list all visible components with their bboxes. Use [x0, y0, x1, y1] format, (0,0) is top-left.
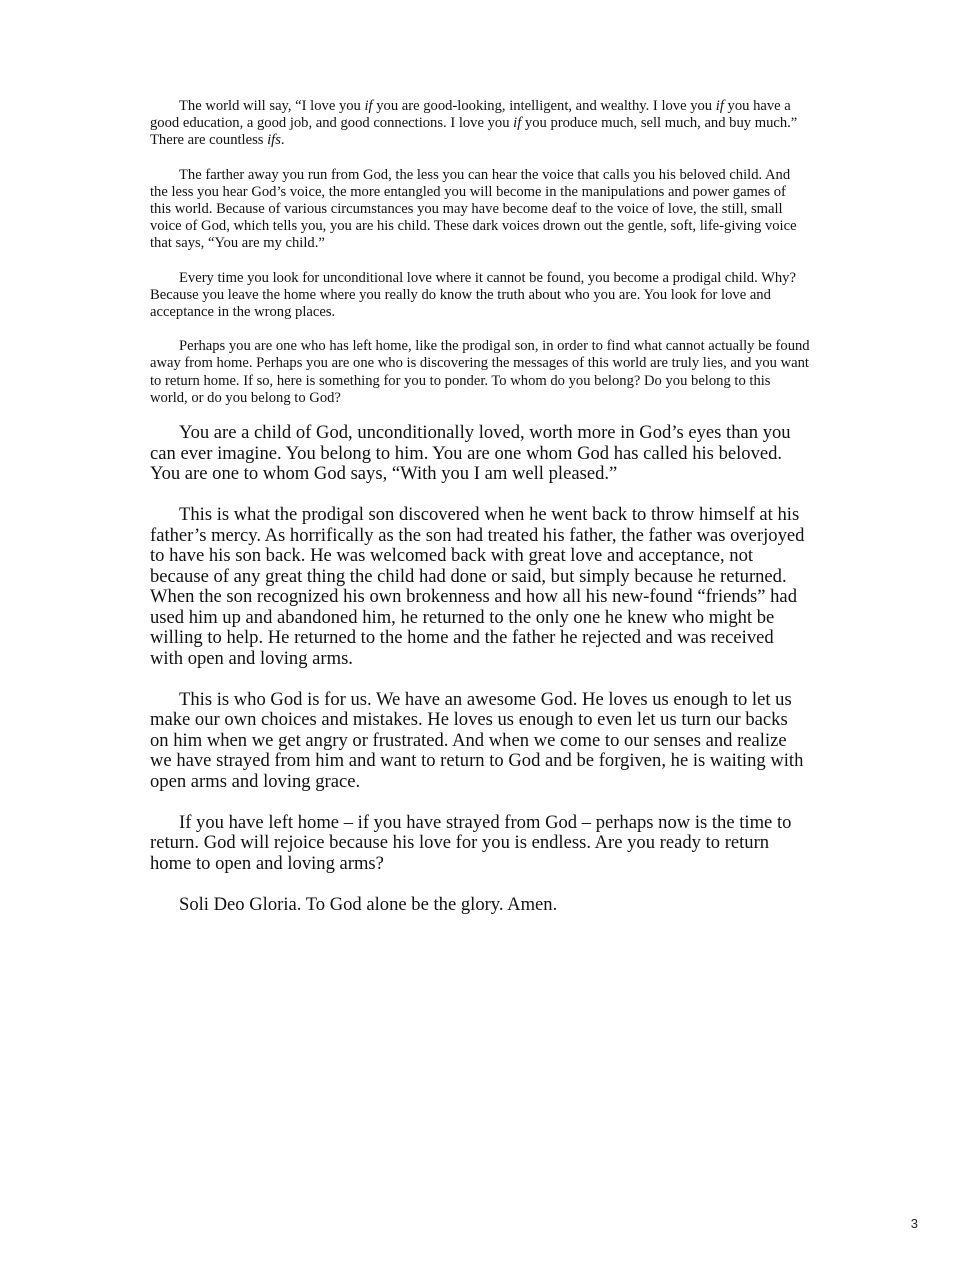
- paragraph-text: Perhaps you are one who has left home, like the prodigal son, in order to find what cannot actually be found away from home. Perhaps you are one who is discovering the messages of this world are truly lies, and you want to return home. If so, here is something for you to ponder. To whom do you belong? Do you belong to this world, or do you belong to God?: [150, 338, 810, 406]
- paragraph-text: you produce much, sell much, and buy much.” There are countless: [150, 115, 798, 149]
- paragraph-text: .: [280, 132, 285, 149]
- italic-text: if: [513, 115, 522, 132]
- italic-text: ifs: [267, 132, 281, 149]
- paragraph-text: you have a good education, a good job, and good connections. I love you: [150, 98, 791, 132]
- paragraph-text: The world will say, “I love you: [179, 98, 365, 114]
- paragraph-text: The farther away you run from God, the less you can hear the voice that calls you his beloved child. And the less you hear God’s voice, the more entangled you will become in the manipulations and power games of this world. Because of various circumstances you may have become deaf to the voice of love, the still, small voice of God, which tells you, you are his child. These dark voices drown out the gentle, soft, life-giving voice that says, “You are my child.”: [150, 166, 797, 252]
- paragraph-5: [150, 423, 810, 485]
- paragraph-text: This is who God is for us. We have an awesome God. He loves us enough to let us make our own choices and mistakes. He loves us enough to even let us turn our backs on him when we get angry or frustrated. And when we come to our senses and realize we have strayed from him and want to return to God and be forgiven, he is waiting with open arms and loving grace.: [150, 688, 804, 792]
- paragraph-text: Every time you look for unconditional love where it cannot be found, you become a prodigal child. Why? Because you leave the home where you really do know the truth about who you are. You look for love and acceptance in the wrong places.: [150, 269, 796, 321]
- paragraph-2: [150, 167, 810, 253]
- italic-text: if: [715, 98, 724, 114]
- paragraph-8: [150, 813, 810, 875]
- paragraph-text: You are a child of God, unconditionally loved, worth more in God’s eyes than you can ever imagine. You belong to him. You are one whom God has called his beloved. You are one to whom God says, “With you I am well pleased.”: [150, 422, 791, 485]
- paragraph-text: Soli Deo Gloria. To God alone be the glory. Amen.: [179, 893, 558, 915]
- small-text-section: [150, 98, 810, 407]
- paragraph-text: If you have left home – if you have strayed from God – perhaps now is the time to return. God will rejoice because his love for you is endless. Are you ready to return home to open and loving arms?: [150, 811, 792, 874]
- document-body: [150, 98, 810, 936]
- paragraph-text: you are good-looking, intelligent, and wealthy. I love you: [372, 98, 716, 114]
- paragraph-4: [150, 338, 810, 407]
- paragraph-6: [150, 505, 810, 669]
- paragraph-1: [150, 98, 810, 150]
- paragraph-3: [150, 270, 810, 322]
- paragraph-text: This is what the prodigal son discovered when he went back to throw himself at his father’s mercy. As horrifically as the son had treated his father, the father was overjoyed to have his son back. He was welcomed back with great love and acceptance, not because of any great thing the child had done or said, but simply because he returned. When the son recognized his own brokenness and how all his new-found “friends” had used him up and abandoned him, he returned to the only one he knew who might be willing to help. He returned to the home and the father he rejected and was received with open and loving arms.: [150, 504, 805, 669]
- large-text-section: [150, 423, 810, 915]
- paragraph-9: [150, 895, 810, 916]
- paragraph-7: [150, 690, 810, 793]
- page-number: 3: [910, 1216, 918, 1231]
- italic-text: if: [364, 98, 373, 114]
